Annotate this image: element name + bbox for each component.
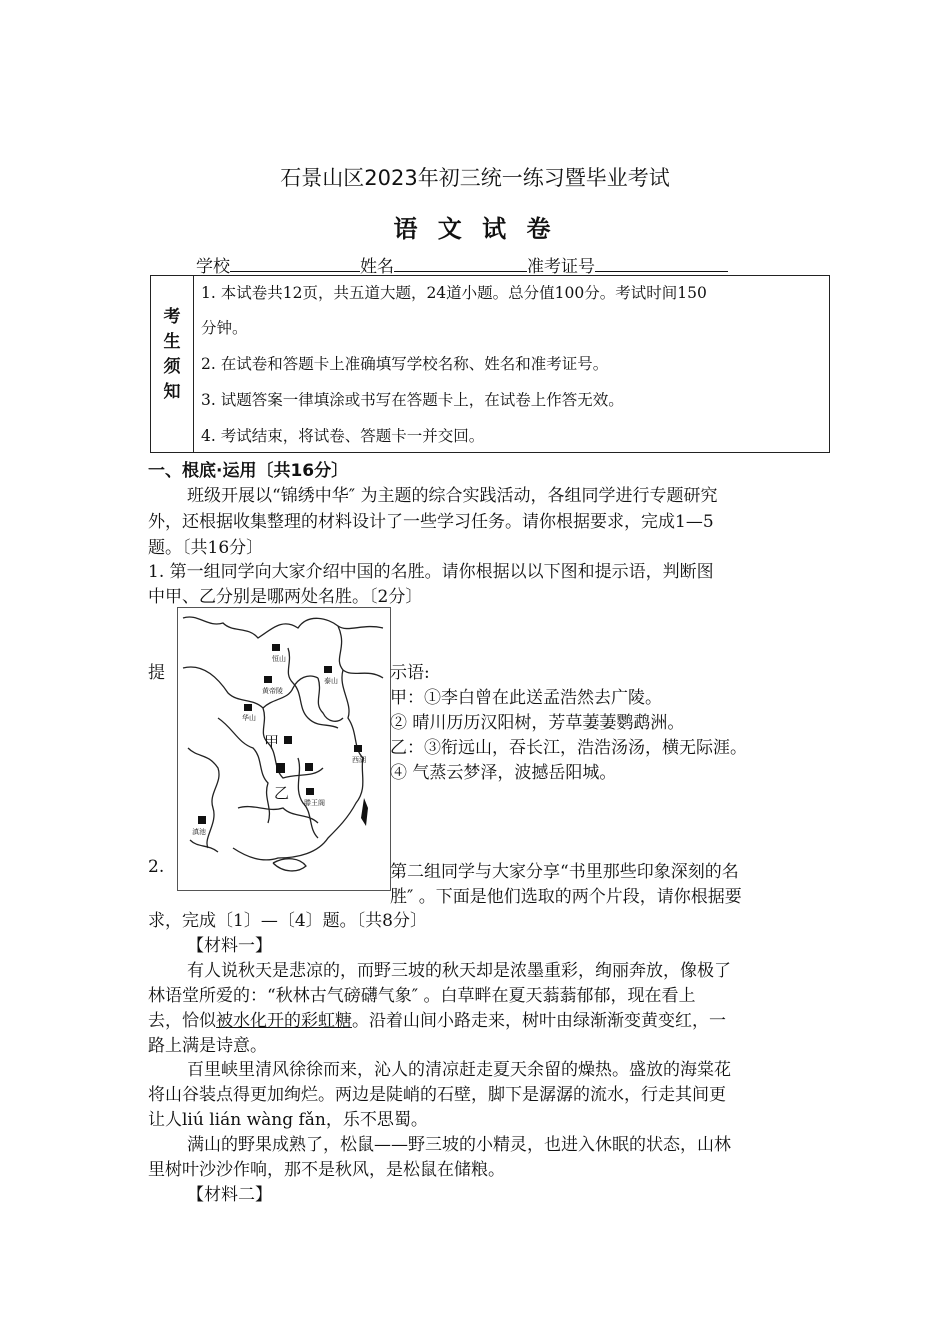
notice-heading-char: 生 (163, 332, 181, 352)
name-field[interactable] (394, 255, 527, 272)
name-label: 姓名 (360, 257, 394, 277)
question-2-number: 2. (148, 857, 165, 877)
material-2-heading: 【材料二】 (187, 1185, 272, 1205)
question-2-line: 胜″ 。下面是他们选取的两个片段，请你根据要 (390, 887, 742, 907)
material-1-line: 百里峡里清风徐徐而来，沁人的清凉赶走夏天余留的燥热。盛放的海棠花 (187, 1060, 731, 1080)
material-1-line: 路上满是诗意。 (148, 1036, 267, 1056)
map-label-taishan: 泰山 (324, 677, 338, 685)
hint-line: ② 晴川历历汉阳树，芳草萋萋鹦鹉洲。 (390, 713, 685, 733)
hint-line: ④ 气蒸云梦泽，波撼岳阳城。 (390, 763, 617, 783)
student-info-line (196, 252, 728, 277)
taiwan-island (361, 798, 368, 826)
text-span: 去，恰似 (148, 1011, 216, 1031)
exam-subtitle: 语 文 试 卷 (393, 215, 557, 243)
id-label: 准考证号 (527, 257, 595, 277)
section-intro-line: 外，还根据收集整理的材料设计了一些学习任务。请你根据要求，完成1—5 (148, 512, 714, 532)
map-label-xihu: 西湖 (352, 756, 366, 764)
material-1-line: 林语堂所爱的：“秋林古气磅礴气象″ 。白草畔在夏天蓊蓊郁郁，现在看上 (148, 986, 696, 1006)
notice-heading-char: 须 (163, 357, 181, 377)
landmark-marker (276, 763, 285, 773)
material-1-line: 将山谷装点得更加绚烂。两边是陡峭的石壁，脚下是潺潺的流水，行走其间更 (148, 1085, 726, 1105)
question-2-line: 第二组同学与大家分享“书里那些印象深刻的名 (390, 862, 739, 882)
material-1-heading: 【材料一】 (187, 936, 272, 956)
notice-line: 1. 本试卷共12页，共五道大题，24道小题。总分值100分。考试时间150 (201, 284, 707, 302)
hint-left: 提 (148, 663, 165, 683)
section-heading: 一、根底·运用〔共16分〕 (148, 461, 349, 481)
notice-line: 分钟。 (201, 319, 248, 337)
landmark-marker (324, 666, 332, 673)
map-label-jia: 甲 (264, 733, 280, 751)
school-label: 学校 (196, 257, 230, 277)
map-label-huangdiling: 黄帝陵 (262, 687, 283, 695)
hint-title: 示语: (390, 663, 430, 683)
notice-line: 4. 考试结束，将试卷、答题卡一并交回。 (201, 427, 485, 445)
underlined-phrase: 被水化开的彩虹糖 (216, 1011, 352, 1031)
hint-line: 甲：①李白曾在此送孟浩然去广陵。 (390, 688, 662, 708)
notice-line: 2. 在试卷和答题卡上准确填写学校名称、姓名和准考证号。 (201, 355, 609, 373)
text-span: 。沿着山间小路走来，树叶由绿渐渐变黄变红，一 (352, 1011, 726, 1031)
map-label-yi: 乙 (274, 784, 290, 802)
notice-heading-char: 知 (163, 382, 181, 402)
notice-line: 3. 试题答案一律填涂或书写在答题卡上，在试卷上作答无效。 (201, 391, 624, 409)
exam-title: 石景山区2023年初三统一练习暨毕业考试 (280, 166, 670, 190)
section-intro-line: 题。〔共16分〕 (148, 538, 264, 558)
notice-heading-char: 考 (163, 307, 181, 327)
map-label-hengshan: 恒山 (272, 655, 286, 663)
landmark-marker (272, 644, 280, 651)
map-outline (178, 608, 390, 890)
material-1-line: 里树叶沙沙作响，那不是秋风，是松鼠在储粮。 (148, 1160, 505, 1180)
landmark-marker (354, 745, 362, 752)
map-label-tengwangge: 滕王阁 (304, 799, 325, 807)
exam-notice-box (150, 275, 830, 453)
material-1-line: 满山的野果成熟了，松鼠——野三坡的小精灵，也进入休眠的状态，山林 (187, 1135, 731, 1155)
school-field[interactable] (230, 255, 360, 272)
question-2-line: 求，完成〔1〕—〔4〕题。〔共8分〕 (148, 911, 427, 931)
landmark-marker (244, 704, 252, 711)
landmark-marker (305, 763, 313, 771)
notice-heading (151, 276, 194, 452)
landmark-marker (264, 676, 272, 683)
landmark-marker (284, 736, 292, 744)
material-1-line: 有人说秋天是悲凉的，而野三坡的秋天却是浓墨重彩，绚丽奔放，像极了 (187, 961, 731, 981)
material-1-line: 让人liú lián wàng fǎn，乐不思蜀。 (148, 1110, 428, 1130)
map-label-huashan: 华山 (242, 714, 256, 722)
question-1-line: 中甲、乙分别是哪两处名胜。〔2分〕 (148, 587, 423, 607)
id-field[interactable] (595, 255, 728, 272)
hint-line: 乙：③衔远山，吞长江，浩浩汤汤，横无际涯。 (390, 738, 747, 758)
question-1-line: 1. 第一组同学向大家介绍中国的名胜。请你根据以以下图和提示语，判断图 (148, 562, 714, 582)
china-map-figure (177, 607, 391, 891)
landmark-marker (198, 816, 206, 824)
section-intro-line: 班级开展以“锦绣中华″ 为主题的综合实践活动，各组同学进行专题研究 (187, 486, 718, 506)
map-label-dianchi: 滇池 (192, 828, 206, 836)
material-1-line (148, 1006, 726, 1031)
landmark-marker (306, 788, 314, 795)
